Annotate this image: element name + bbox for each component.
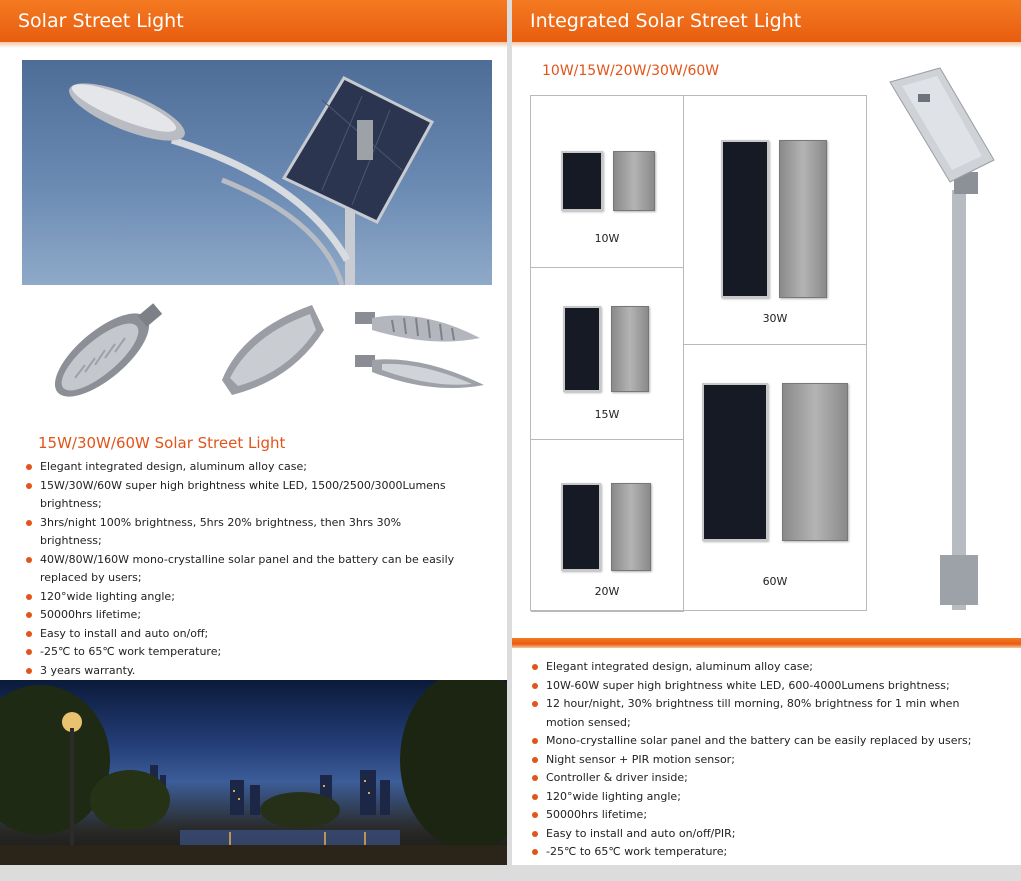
list-item: -25℃ to 65℃ work temperature; <box>24 643 464 662</box>
list-item: Night sensor + PIR motion sensor; <box>530 751 1000 770</box>
right-page <box>512 0 1021 865</box>
list-item: -25℃ to 65℃ work temperature; <box>530 843 1000 862</box>
night-city-photo <box>0 680 507 865</box>
lamp-head-side-shots <box>352 300 487 400</box>
hero-photo <box>22 60 492 285</box>
model-cell-15w <box>531 268 684 440</box>
list-item: Easy to install and auto on/off; <box>24 625 464 644</box>
list-item: 120°wide lighting angle; <box>24 588 464 607</box>
list-item: 15W/30W/60W super high brightness white LED, 1500/2500/3000Lumens brightness; <box>24 477 464 514</box>
left-page <box>0 0 507 865</box>
solar-panel-60w <box>702 383 768 541</box>
list-item: 40W/80W/160W mono-crystalline solar panel and the battery can be easily replaced by users; <box>24 551 464 588</box>
right-banner-title: Integrated Solar Street Light <box>530 10 802 32</box>
orange-divider <box>512 638 1021 648</box>
solar-street-light-photo <box>22 60 492 285</box>
lamp-housing-20w <box>611 483 651 571</box>
model-cell-30w <box>684 96 867 345</box>
model-label-30w: 30W <box>762 312 788 325</box>
model-label-15w: 15W <box>594 408 620 421</box>
model-cell-60w <box>684 345 867 611</box>
model-cell-20w <box>531 440 684 612</box>
left-feature-list <box>24 458 464 680</box>
solar-panel-10w <box>561 151 603 211</box>
lamp-head-front-shot <box>40 300 170 400</box>
list-item: Mono-crystalline solar panel and the battery can be easily replaced by users; <box>530 732 1000 751</box>
model-label-20w: 20W <box>594 585 620 598</box>
right-feature-list <box>530 658 1000 862</box>
list-item: 120°wide lighting angle; <box>530 788 1000 807</box>
solar-panel-20w <box>561 483 601 571</box>
left-banner-shadow <box>0 42 507 48</box>
list-item: 12 hour/night, 30% brightness till morning, 80% brightness for 1 min when motion sensed; <box>530 695 1000 732</box>
right-banner-shadow <box>512 42 1021 48</box>
lamp-housing-10w <box>613 151 655 211</box>
list-item: 3 years warranty. <box>24 662 464 681</box>
solar-panel-15w <box>563 306 601 392</box>
left-banner-title: Solar Street Light <box>18 10 184 32</box>
list-item: 3hrs/night 100% brightness, 5hrs 20% brightness, then 3hrs 30% brightness; <box>24 514 464 551</box>
list-item: Easy to install and auto on/off/PIR; <box>530 825 1000 844</box>
model-label-60w: 60W <box>762 575 788 588</box>
list-item: Elegant integrated design, aluminum alloy case; <box>24 458 464 477</box>
model-label-10w: 10W <box>594 232 620 245</box>
list-item: Controller & driver inside; <box>530 769 1000 788</box>
night-skyline-illustration <box>0 680 507 865</box>
model-sizes-heading: 10W/15W/20W/30W/60W <box>542 63 720 79</box>
list-item: 50000hrs lifetime; <box>24 606 464 625</box>
list-item: 50000hrs lifetime; <box>530 806 1000 825</box>
lamp-head-bottom-shot <box>212 300 327 400</box>
left-banner <box>0 0 507 42</box>
lamp-housing-60w <box>782 383 848 541</box>
right-banner <box>512 0 1021 42</box>
model-grid <box>530 95 867 611</box>
integrated-light-on-pole <box>882 60 1002 610</box>
lamp-housing-15w <box>611 306 649 392</box>
list-item: 10W-60W super high brightness white LED, 600-4000Lumens brightness; <box>530 677 1000 696</box>
list-item: Elegant integrated design, aluminum alloy case; <box>530 658 1000 677</box>
model-cell-10w <box>531 96 684 268</box>
solar-panel-30w <box>721 140 769 298</box>
lamp-housing-30w <box>779 140 827 298</box>
left-subtitle: 15W/30W/60W Solar Street Light <box>38 434 286 452</box>
